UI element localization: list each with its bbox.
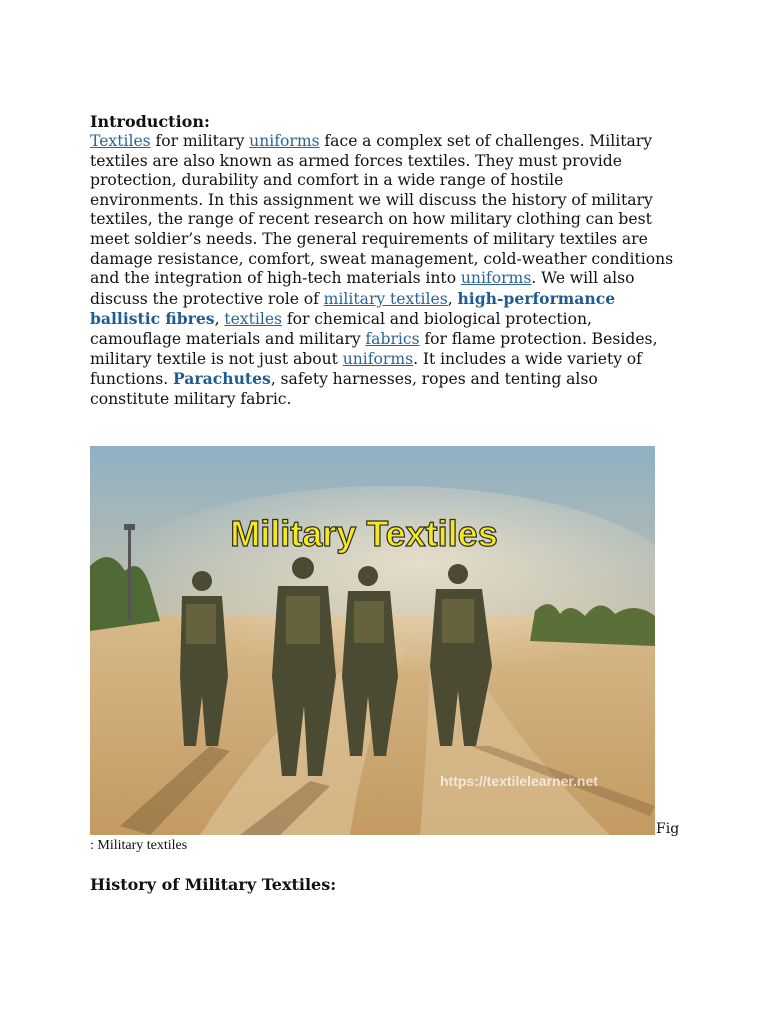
image-title-text: Military Textiles	[230, 513, 498, 554]
intro-section	[90, 112, 680, 409]
intro-heading: Introduction:	[90, 112, 210, 131]
keyword-parachutes: Parachutes	[173, 369, 271, 389]
text-seg: ,	[447, 289, 458, 308]
image-watermark: https://textilelearner.net	[440, 773, 598, 789]
link-uniforms[interactable]: uniforms	[249, 132, 320, 150]
text-seg: . It includes a wide variety of functions.	[90, 349, 642, 389]
link-uniforms[interactable]: uniforms	[460, 269, 532, 288]
text-seg: for military	[150, 132, 250, 150]
photo-illustration	[90, 446, 655, 835]
fig-label: Fig	[656, 821, 680, 837]
text-seg: for flame protection. Besides, military textile is not just about	[90, 329, 658, 368]
keyword-ballistic-fibres: high-performance ballistic fibres	[90, 288, 616, 329]
link-military-textiles[interactable]: military textiles	[323, 289, 448, 308]
text-seg: , safety harnesses, ropes and tenting also constitute military fabric.	[90, 370, 598, 408]
figure	[90, 446, 690, 836]
text-seg: ,	[214, 310, 225, 329]
link-textiles[interactable]: textiles	[224, 310, 283, 329]
text-seg: . We will also discuss the protective role of	[90, 269, 635, 308]
figure-caption: : Military textiles	[90, 838, 188, 853]
intro-paragraph	[90, 132, 680, 409]
text-seg: for chemical and biological protection, camouflage materials and military	[90, 310, 592, 348]
link-uniforms[interactable]: uniforms	[342, 349, 414, 368]
link-fabrics[interactable]: fabrics	[365, 329, 420, 348]
link-textiles[interactable]: Textiles	[90, 132, 151, 150]
military-textiles-photo	[90, 446, 655, 835]
history-section	[90, 875, 336, 895]
text-seg: face a complex set of challenges. Military textiles are also known as armed forces textiles. They must provide protection, durability and comfort in a wide range of hostile environments. In this assignment we will discuss the history of military textiles, the range of recent research on how military clothing can best meet soldier’s needs. The general requirements of military textiles are damage resistance, comfort, sweat management, cold-weather conditions and the integration of high-tech materials into	[90, 132, 674, 288]
history-heading: History of Military Textiles:	[90, 875, 337, 894]
